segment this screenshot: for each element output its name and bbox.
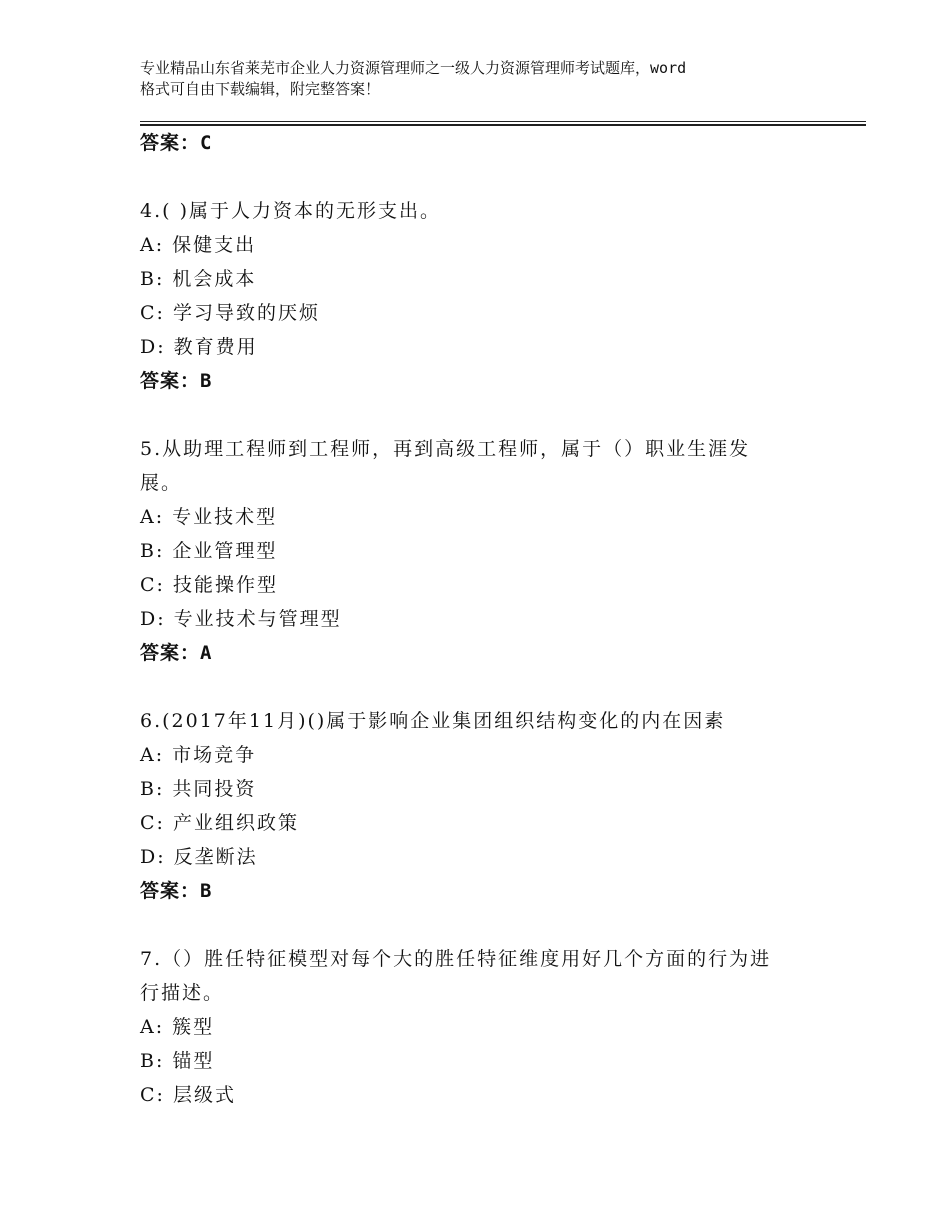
question-text: 5.从助理工程师到工程师，再到高级工程师，属于（）职业生涯发	[140, 438, 751, 460]
option-c: C: 学习导致的厌烦	[140, 302, 320, 324]
option-d: D: 教育费用	[140, 336, 258, 358]
spacer	[140, 670, 820, 704]
option-c: C: 产业组织政策	[140, 812, 299, 834]
question-text: 7.（）胜任特征模型对每个大的胜任特征维度用好几个方面的行为进	[140, 948, 772, 970]
option-c: C: 层级式	[140, 1084, 236, 1106]
option-b: B: 锚型	[140, 1050, 215, 1072]
option-d: D: 专业技术与管理型	[140, 608, 342, 630]
answer-line: 答案：B	[140, 880, 213, 902]
question-block	[140, 704, 820, 908]
question-list	[140, 126, 820, 1112]
question-text: 6.(2017年11月)()属于影响企业集团组织结构变化的内在因素	[140, 710, 726, 732]
question-block	[140, 432, 820, 670]
header-line-1: 专业精品山东省莱芜市企业人力资源管理师之一级人力资源管理师考试题库，word	[140, 59, 687, 77]
option-b: B: 共同投资	[140, 778, 257, 800]
option-a: A: 保健支出	[140, 234, 257, 256]
question-text-continued: 行描述。	[140, 982, 225, 1004]
header-line-2: 格式可自由下载编辑，附完整答案！	[140, 80, 381, 98]
option-a: A: 簇型	[140, 1016, 215, 1038]
answer-line: 答案：B	[140, 370, 213, 392]
option-c: C: 技能操作型	[140, 574, 278, 596]
answer-line: 答案：C	[140, 132, 213, 154]
question-text-continued: 展。	[140, 472, 183, 494]
question-text: 4.( )属于人力资本的无形支出。	[140, 200, 441, 222]
spacer	[140, 908, 820, 942]
spacer	[140, 398, 820, 432]
document-header	[140, 58, 840, 100]
question-block	[140, 194, 820, 398]
question-block	[140, 942, 820, 1112]
option-a: A: 市场竞争	[140, 744, 257, 766]
option-b: B: 机会成本	[140, 268, 257, 290]
spacer	[140, 160, 820, 194]
answer-line: 答案：A	[140, 642, 213, 664]
option-a: A: 专业技术型	[140, 506, 278, 528]
option-d: D: 反垄断法	[140, 846, 258, 868]
option-b: B: 企业管理型	[140, 540, 278, 562]
